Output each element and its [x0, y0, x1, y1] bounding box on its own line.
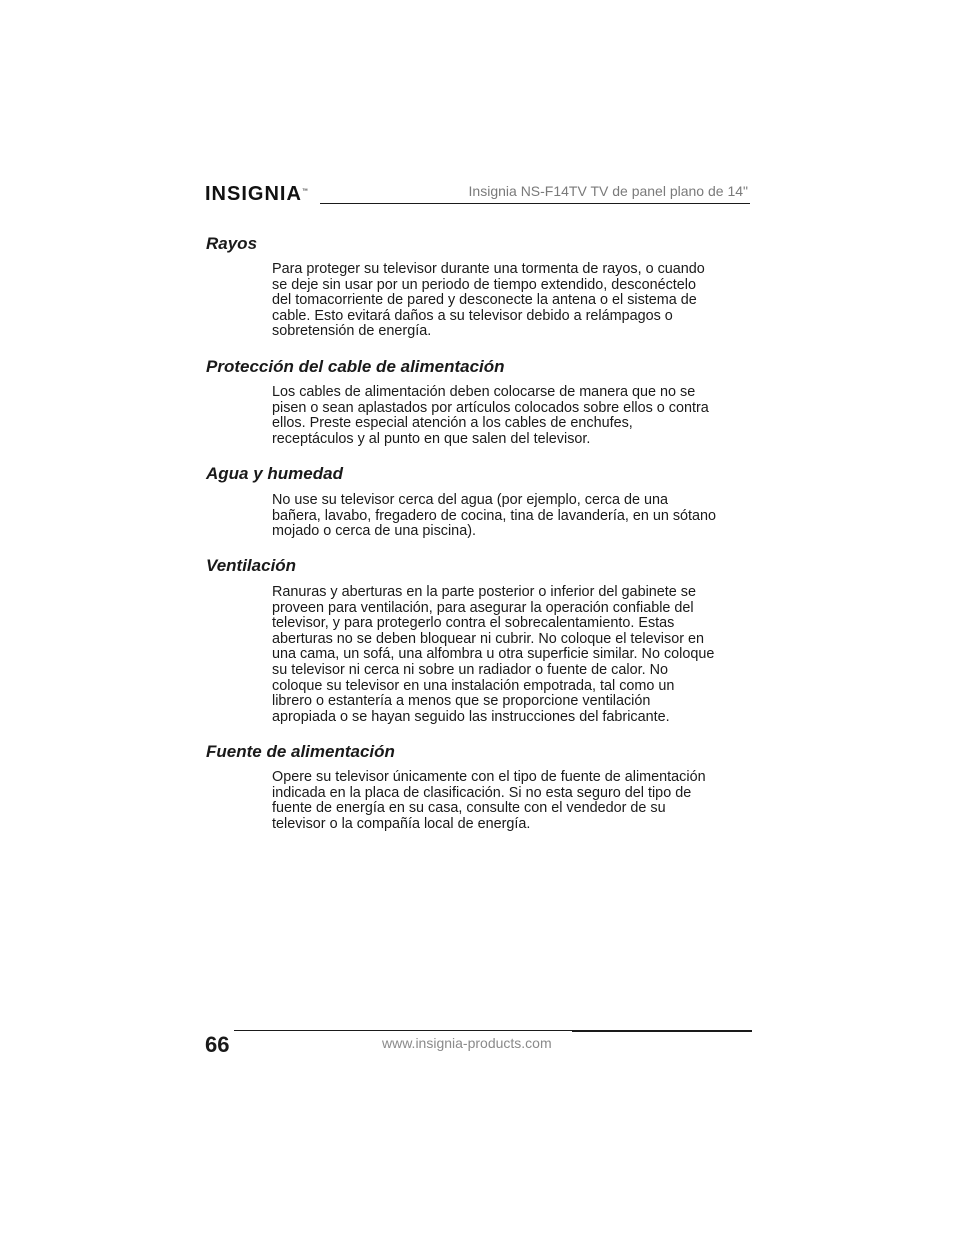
body-line: ellos. Preste especial atención a los cables de enchufes,	[272, 415, 633, 432]
logo-trademark: ™	[301, 188, 308, 195]
body-line: del tomacorriente de pared y desconecte la antena o el sistema de	[272, 292, 697, 309]
body-line: televisor, y para protegerlo contra el sobrecalentamiento. Estas	[272, 615, 675, 632]
page-number: 66	[205, 1032, 230, 1057]
body-line: sobretensión de energía.	[272, 323, 432, 340]
section-body-water	[272, 493, 752, 540]
body-line: Opere su televisor únicamente con el tipo de fuente de alimentación	[272, 769, 706, 785]
section-body-rayos	[272, 262, 752, 340]
header-rule	[320, 203, 750, 204]
section-heading-ventilation: Ventilación	[206, 556, 297, 575]
body-line: Para proteger su televisor durante una tormenta de rayos, o cuando	[272, 261, 705, 277]
section-heading-power-source: Fuente de alimentación	[206, 742, 395, 761]
section-body-power-cord	[272, 385, 752, 447]
body-line: receptáculos y al punto en que salen del televisor.	[272, 430, 591, 447]
body-line: indicada en la placa de clasificación. Si no esta seguro del tipo de	[272, 784, 692, 801]
insignia-logo	[205, 183, 308, 206]
body-line: aberturas no se deben bloquear ni cubrir. No coloque el televisor en	[272, 630, 704, 647]
section-body-power-source	[272, 770, 752, 832]
footer-url: www.insignia-products.com	[382, 1035, 552, 1051]
body-line: cable. Esto evitará daños a su televisor debido a relámpagos o	[272, 307, 673, 324]
body-line: apropiada o se hayan seguido las instrucciones del fabricante.	[272, 708, 670, 725]
header-title: Insignia NS-F14TV TV de panel plano de 14"	[468, 183, 748, 199]
body-line: se deje sin usar por un periodo de tiempo extendido, desconéctelo	[272, 276, 697, 293]
body-line: pisen o sean aplastados por artículos colocados sobre ellos o contra	[272, 399, 709, 416]
body-line: mojado o cerca de una piscina).	[272, 523, 476, 540]
body-line: Los cables de alimentación deben colocarse de manera que no se	[272, 384, 696, 400]
section-heading-rayos: Rayos	[206, 234, 258, 253]
body-line: televisor o la compañía local de energía.	[272, 815, 531, 832]
body-line: bañera, lavabo, fregadero de cocina, tina de lavandería, en un sótano	[272, 507, 717, 524]
body-line: fuente de energía en su casa, consulte con el vendedor de su	[272, 800, 666, 817]
body-line: proveen para ventilación, para asegurar la operación confiable del	[272, 599, 694, 616]
body-line: Ranuras y aberturas en la parte posterior o inferior del gabinete se	[272, 584, 696, 600]
footer-rule	[234, 1030, 574, 1031]
logo-text: INSIGNIA	[205, 183, 302, 205]
body-line: su televisor ni cerca ni sobre un radiador o fuente de calor. No	[272, 661, 668, 678]
body-line: No use su televisor cerca del agua (por ejemplo, cerca de una	[272, 492, 668, 508]
section-heading-water: Agua y humedad	[206, 464, 343, 483]
body-line: coloque su televisor en una instalación empotrada, tal como un	[272, 677, 675, 694]
body-line: librero o estantería a menos que se proporcione ventilación	[272, 693, 651, 710]
body-line: una cama, un sofá, una alfombra u otra superficie similar. No coloque	[272, 646, 715, 663]
footer-rule-thick	[572, 1030, 752, 1032]
section-body-ventilation	[272, 585, 752, 725]
section-heading-power-cord: Protección del cable de alimentación	[206, 357, 505, 376]
